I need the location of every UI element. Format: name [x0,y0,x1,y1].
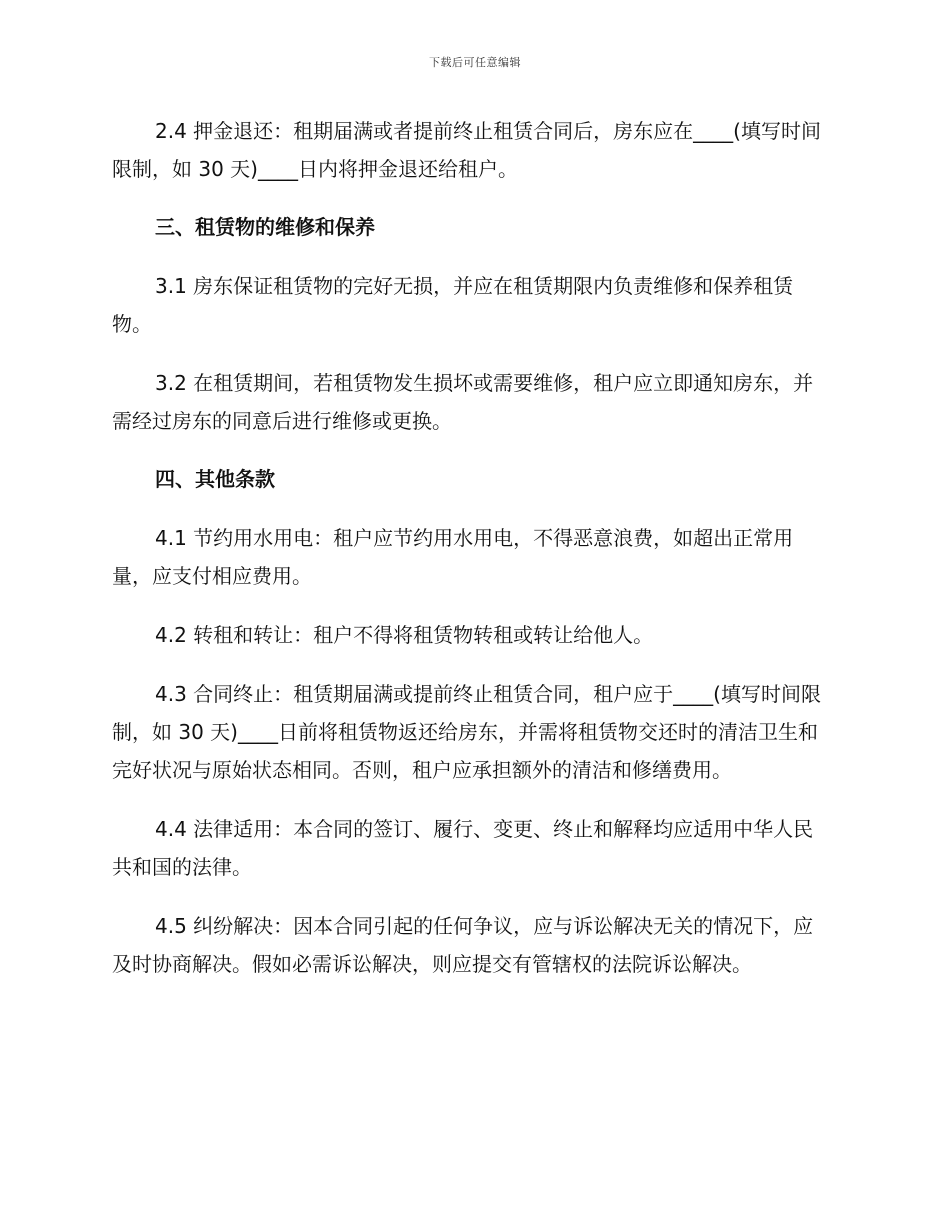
document-body [112,112,832,1004]
clause-4-2: 4.2 转租和转让：租户不得将租赁物转租或转让给他人。 [155,623,654,647]
clause-3-1: 3.1 房东保证租赁物的完好无损，并应在租赁期限内负责维修和保养租赁物。 [112,274,794,336]
section-title-3: 三、租赁物的维修和保养 [155,215,375,239]
clause-4-5: 4.5 纠纷解决：因本合同引起的任何争议，应与诉讼解决无关的情况下，应及时协商解决。假如必需诉讼解决，则应提交有管辖权的法院诉讼解决。 [112,914,814,976]
page-header-note: 下载后可任意编辑 [429,56,521,69]
clause-4-1: 4.1 节约用水用电：租户应节约用水用电，不得恶意浪费，如超出正常用量，应支付相应费用。 [112,526,794,588]
clause-4-4: 4.4 法律适用：本合同的签订、履行、变更、终止和解释均应适用中华人民共和国的法律。 [112,817,814,879]
clause-4-3: 4.3 合同终止：租赁期届满或提前终止租赁合同，租户应于____(填写时间限制，如 30 天)____日前将租赁物返还给房东，并需将租赁物交还时的清洁卫生和完好状况与原始状态相同。否则，租户应承担额外的清洁和修缮费用。 [112,682,821,782]
clause-2-4: 2.4 押金退还：租期届满或者提前终止租赁合同后，房东应在____(填写时间限制，如 30 天)____日内将押金退还给租户。 [112,119,821,181]
section-title-4: 四、其他条款 [155,467,275,491]
clause-3-2: 3.2 在租赁期间，若租赁物发生损坏或需要维修，租户应立即通知房东，并需经过房东的同意后进行维修或更换。 [112,371,814,433]
